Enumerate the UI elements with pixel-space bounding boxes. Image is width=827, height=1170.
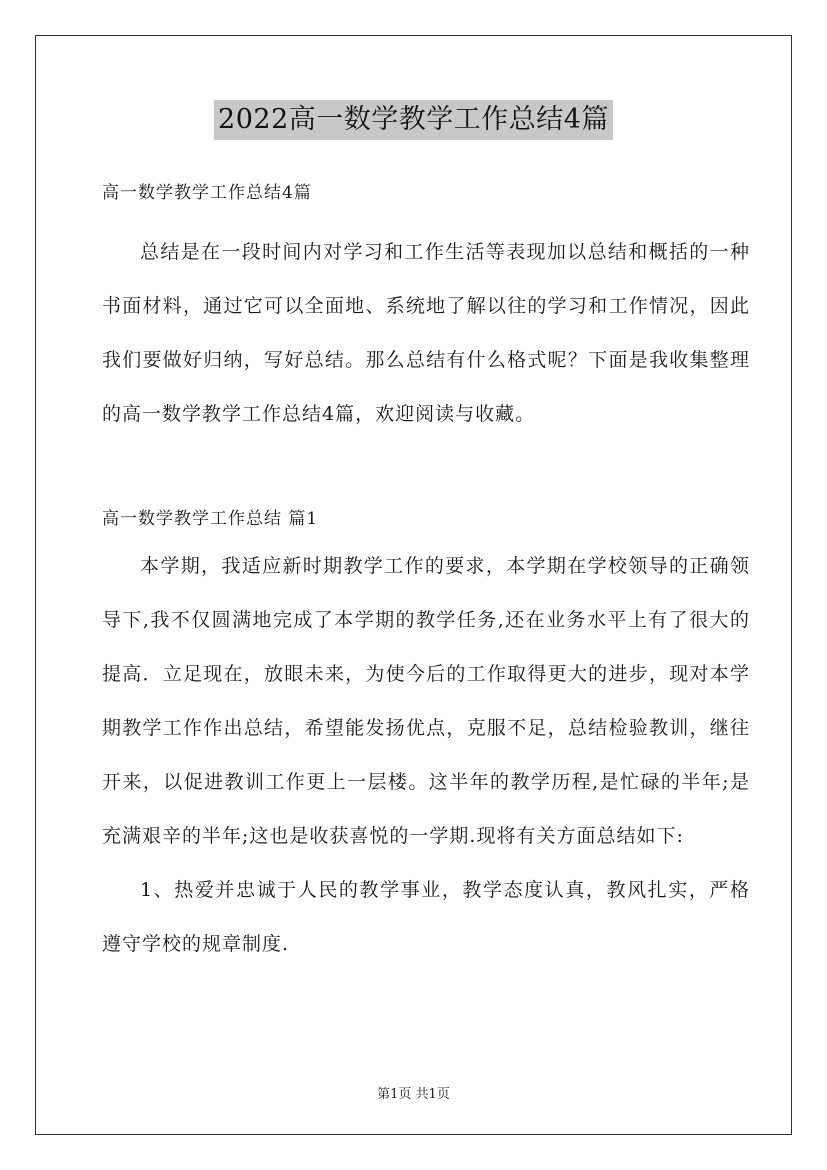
- intro-paragraph: 总结是在一段时间内对学习和工作生活等表现加以总结和概括的一种书面材料，通过它可以全面地、系统地了解以往的学习和工作情况，因此我们要做好归纳，写好总结。那么总结有什么格式呢？下面是我收集整理的高一数学教学工作总结4篇，欢迎阅读与收藏。: [102, 241, 750, 425]
- page-footer: 第1页 共1页: [377, 1087, 450, 1102]
- section-paragraph: 本学期，我适应新时期教学工作的要求，本学期在学校领导的正确领导下,我不仅圆满地完成了本学期的教学任务,还在业务水平上有了很大的提高．立足现在，放眼未来，为使今后的工作取得更大的进步，现对本学期教学工作作出总结，希望能发扬优点，克服不足，总结检验教训，继往开来，以促进教训工作更上一层楼。这半年的教学历程,是忙碌的半年;是充满艰辛的半年;这也是收获喜悦的一学期.现将有关方面总结如下:: [102, 555, 750, 847]
- document-title: 2022高一数学教学工作总结4篇: [214, 100, 613, 140]
- section-heading: 高一数学教学工作总结 篇1: [102, 509, 319, 529]
- title-container: [0, 100, 827, 140]
- section-list-item: 1、热爱并忠诚于人民的教学事业，教学态度认真，教风扎实，严格遵守学校的规章制度.: [102, 879, 750, 955]
- document-subtitle: 高一数学教学工作总结4篇: [102, 183, 312, 203]
- document-body: [102, 173, 750, 971]
